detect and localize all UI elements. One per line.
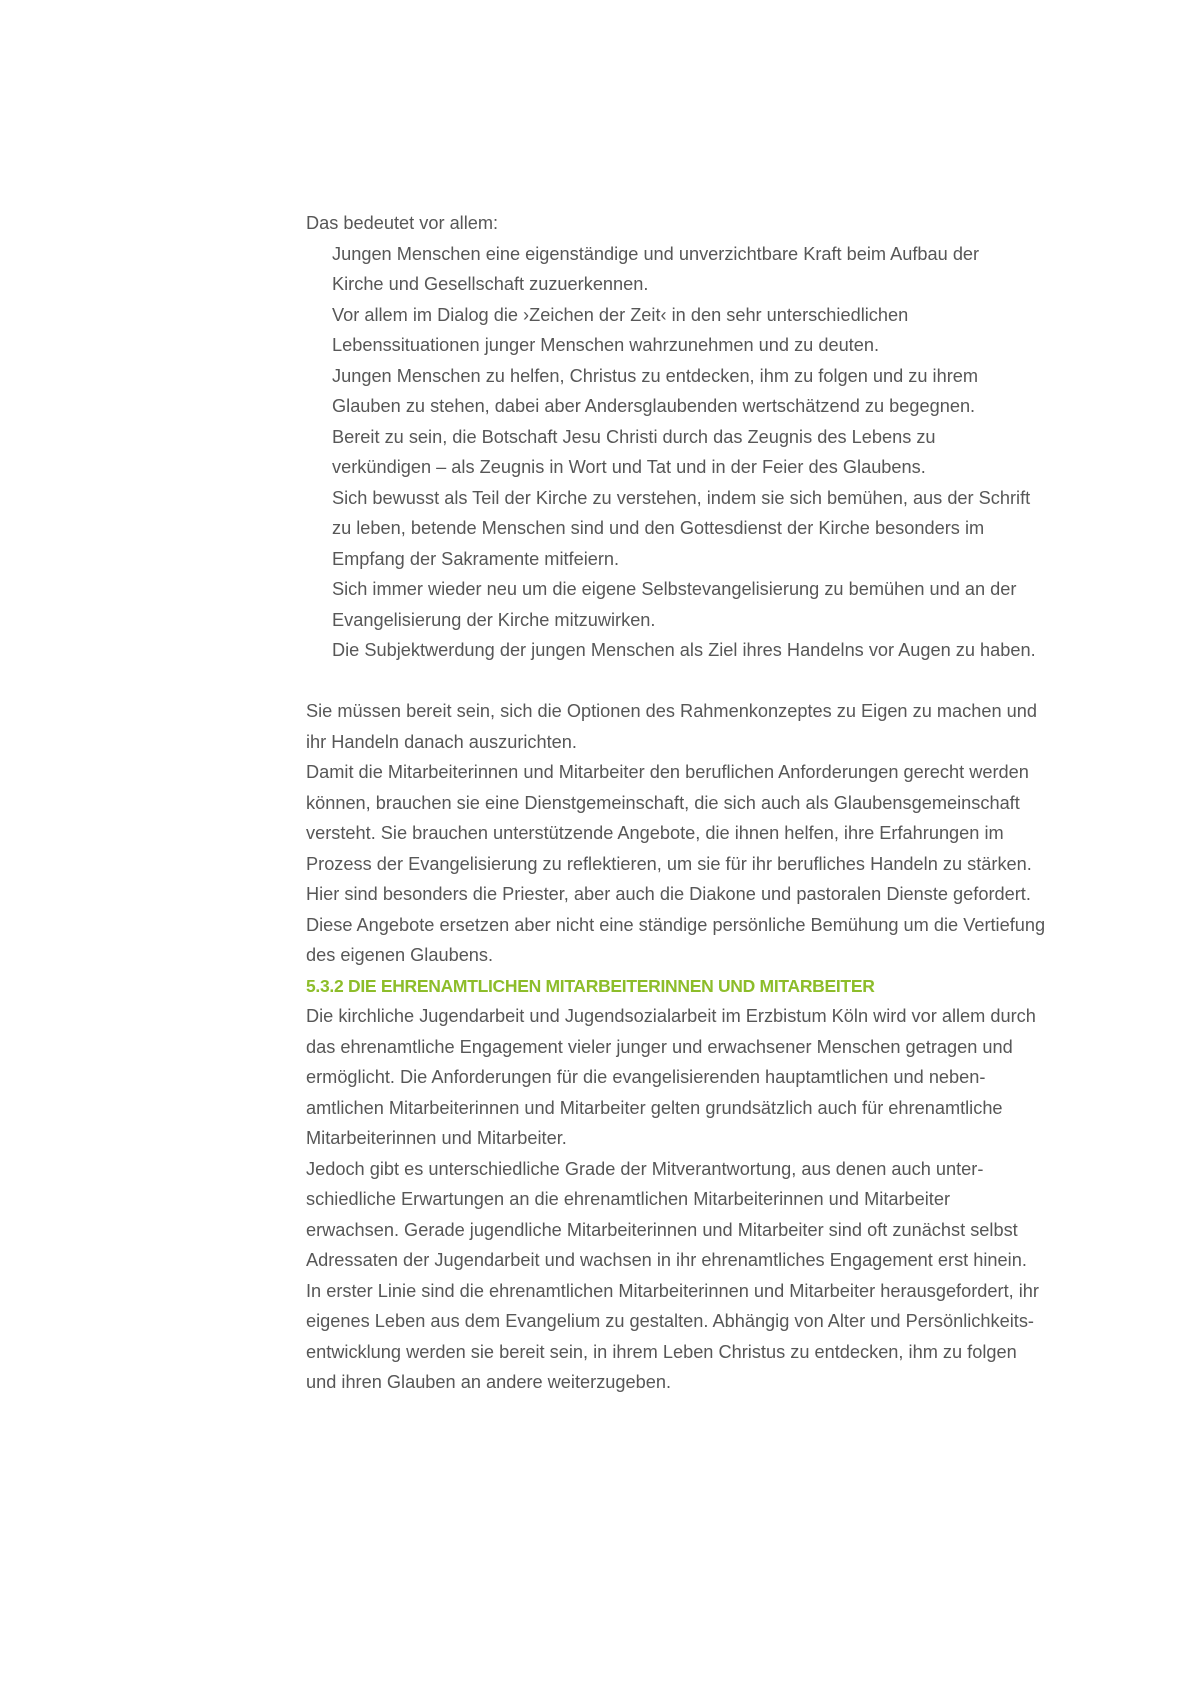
- intro-line: Das bedeutet vor allem:: [306, 213, 499, 233]
- paragraph-volunteer-engagement: Die kirchliche Jugendarbeit und Jugendsozialarbeit im Erzbistum Köln wird vor allem durch das ehrenamtliche Engagement vieler junger und erwachsener Menschen getragen und ermöglicht. Die Anforderungen für die evangelisierenden hauptamtlichen und neben- amtlichen Mitarbeiterinnen und Mitarbeiter gelten grundsätzlich auch für ehrenamtliche Mitarbeiterinnen und Mitarbeiter.: [306, 1006, 1036, 1148]
- list-item-text: Bereit zu sein, die Botschaft Jesu Christi durch das Zeugnis des Lebens zu verkündigen – als Zeugnis in Wort und Tat und in der Feier des Glaubens.: [332, 426, 936, 477]
- list-item: [332, 483, 1106, 575]
- list-item-text: Sich immer wieder neu um die eigene Selbstevangelisierung zu bemühen und an der Evangelisierung der Kirche mitzuwirken.: [332, 579, 1017, 630]
- list-item-text: Jungen Menschen eine eigenständige und unverzichtbare Kraft beim Aufbau der Kirche und Gesellschaft zuzuerkennen.: [332, 243, 980, 294]
- list-item: [332, 239, 1106, 300]
- paragraph-gospel-life: In erster Linie sind die ehrenamtlichen Mitarbeiterinnen und Mitarbeiter herausgefordert, ihr eigenes Leben aus dem Evangelium zu gestalten. Abhängig von Alter und Persönlichkeits- entwicklung werden sie bereit sein, in ihrem Leben Christus zu entdecken, ihm zu folgen und ihren Glauben an andere weiterzugeben.: [306, 1280, 1039, 1392]
- paragraph-options: Sie müssen bereit sein, sich die Optionen des Rahmenkonzeptes zu Eigen zu machen und ihr Handeln danach auszurichten.: [306, 701, 1037, 752]
- list-item: [332, 635, 1106, 666]
- list-item: [332, 574, 1106, 635]
- paragraph-service-community: Damit die Mitarbeiterinnen und Mitarbeiter den beruflichen Anforderungen gerecht werden können, brauchen sie eine Dienstgemeinschaft, die sich auch als Glaubensgemeinschaft versteht. Sie brauchen unterstützende Angebote, die ihnen helfen, ihre Erfahrungen im Prozess der Evangelisierung zu reflektieren, um sie für ihr berufliches Handeln zu stärken. Hier sind besonders die Priester, aber auch die Diakone und pastoralen Dienste gefordert. Diese Angebote ersetzen aber nicht eine ständige persönliche Bemühung um die Vertiefung des eigenen Glaubens.: [306, 762, 1046, 965]
- requirements-section: [306, 208, 1106, 666]
- list-item-text: Vor allem im Dialog die ›Zeichen der Zeit‹ in den sehr unterschiedlichen Lebenssituationen junger Menschen wahrzunehmen und zu deuten.: [332, 304, 909, 355]
- section-heading: 5.3.2 DIE EHRENAMTLICHEN MITARBEITERINNEN UND MITARBEITER: [306, 975, 875, 996]
- list-item-text: Jungen Menschen zu helfen, Christus zu entdecken, ihm zu folgen und zu ihrem Glauben zu stehen, dabei aber Andersglaubenden wertschätzend zu begegnen.: [332, 365, 979, 416]
- paragraph-responsibility-levels: Jedoch gibt es unterschiedliche Grade der Mitverantwortung, aus denen auch unter- schiedliche Erwartungen an die ehrenamtlichen Mitarbeiterinnen und Mitarbeiter erwachsen. Gerade jugendliche Mitarbeiterinnen und Mitarbeiter sind oft zunächst selbst Adressaten der Jugendarbeit und wachsen in ihr ehrenamtliches Engagement erst hinein.: [306, 1158, 1027, 1270]
- list-item: [332, 300, 1106, 361]
- list-item-text: Die Subjektwerdung der jungen Menschen als Ziel ihres Handelns vor Augen zu haben.: [332, 640, 1036, 660]
- list-item: [332, 361, 1106, 422]
- document-page: [306, 208, 1106, 1398]
- list-item: [332, 422, 1106, 483]
- requirements-list: [306, 239, 1106, 666]
- list-item-text: Sich bewusst als Teil der Kirche zu verstehen, indem sie sich bemühen, aus der Schrift zu leben, betende Menschen sind und den Gottesdienst der Kirche besonders im Empfang der Sakramente mitfeiern.: [332, 487, 1031, 569]
